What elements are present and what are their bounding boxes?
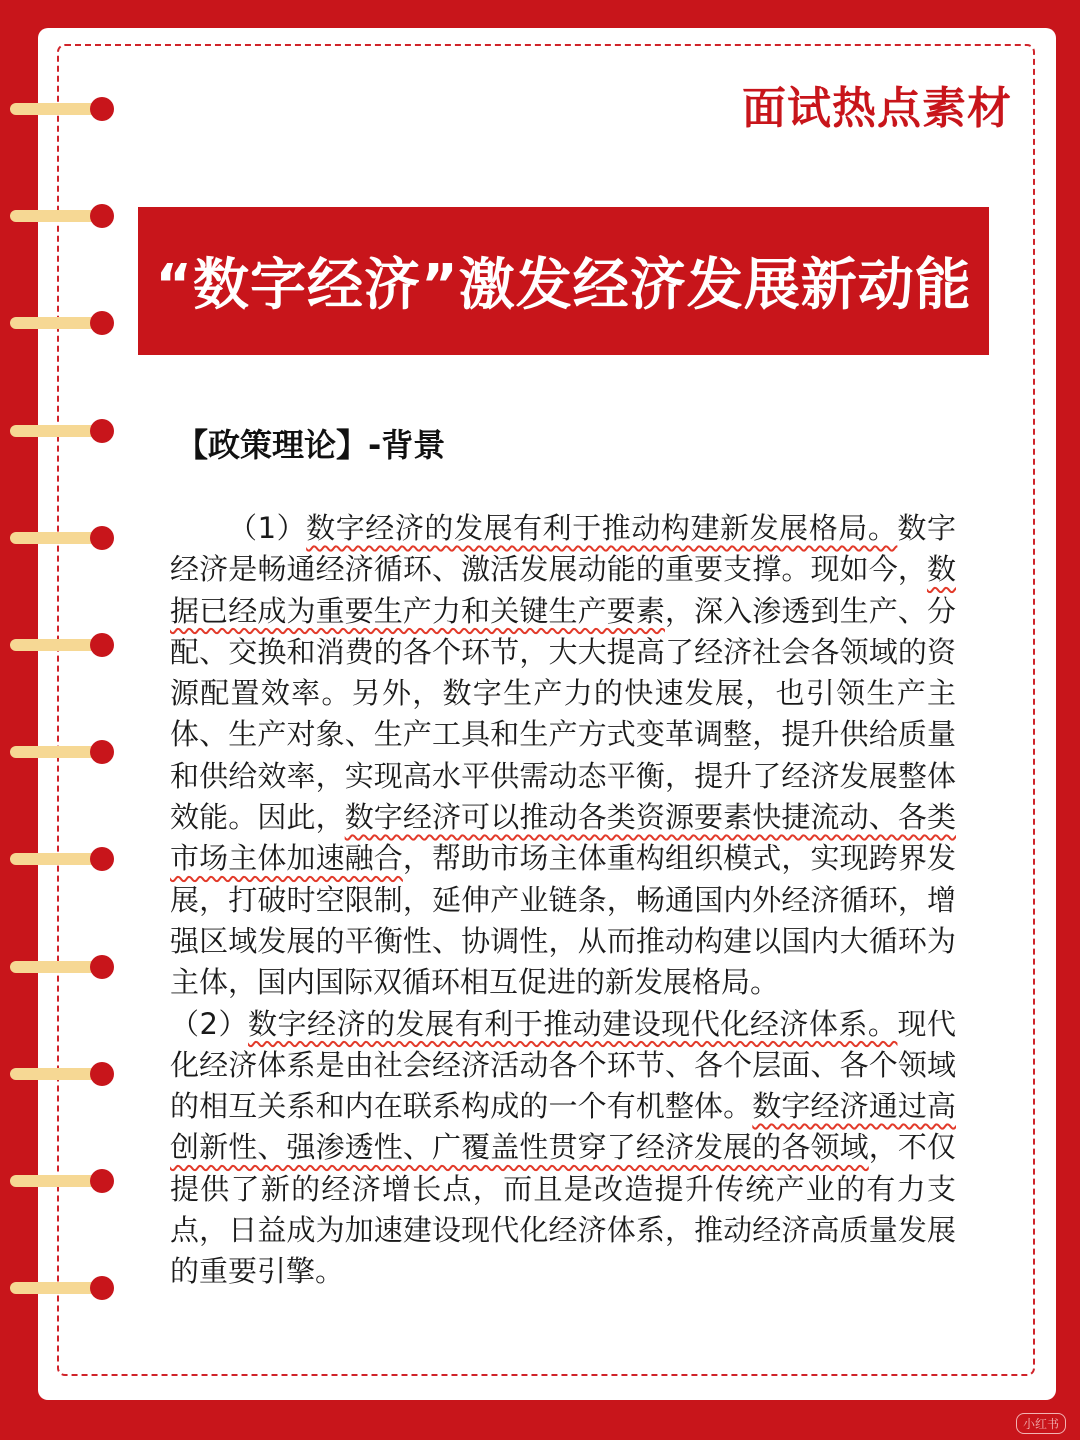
paragraph-text: 数字经济是畅通经济循环、激活发展动能的重要支撑。现如今， [170,511,956,587]
paragraph-2 [170,1004,956,1293]
binder-ring [10,952,114,982]
binder-ring [10,416,114,446]
highlighted-text: 数字经济可以推动各类资源要素快捷流动、各类市场主体加速融合 [170,800,956,876]
binder-ring [10,201,114,231]
highlighted-text: 数字经济的发展有利于推动建设现代化经济体系。 [248,1006,898,1041]
binder-ring [10,308,114,338]
highlighted-text: 数据已经成为重要生产力和关键生产要素 [170,552,956,628]
binder-ring [10,1059,114,1089]
binder-ring [10,844,114,874]
binder-ring [10,94,114,124]
paragraph-1 [170,508,956,1004]
paragraph-text: ，深入渗透到生产、分配、交换和消费的各个环节，大大提高了经济社会各领域的资源配置效率。另外，数字生产力的快速发展，也引领生产主体、生产对象、生产工具和生产方式变革调整，提升供给质量和供给效率，实现高水平供需动态平衡，提升了经济发展整体效能。因此， [170,593,956,835]
binder-ring [10,523,114,553]
page-title: “数字经济”激发经济发展新动能 [155,253,972,318]
highlighted-text: 数字经济的发展有利于推动构建新发展格局。 [306,511,898,545]
binder-ring [10,1166,114,1196]
binder-ring [10,1273,114,1303]
corner-label: 面试热点素材 [742,83,1012,134]
article-body [170,508,956,1293]
watermark-logo: 小红书 [1016,1413,1066,1434]
paragraph-text: ，不仅提供了新的经济增长点，而且是改造提升传统产业的有力支点，日益成为加速建设现代化经济体系，推动经济高质量发展的重要引擎。 [170,1130,956,1289]
title-banner [138,207,989,355]
highlighted-text: 数字经济通过高创新性、强渗透性、广覆盖性贯穿了经济发展的各领域 [170,1089,956,1165]
paragraph-text: （2） [170,1006,249,1041]
binder-ring [10,737,114,767]
paragraph-text: ，帮助市场主体重构组织模式，实现跨界发展，打破时空限制，延伸产业链条，畅通国内外经济循环，增强区域发展的平衡性、协调性，从而推动构建以国内大循环为主体，国内国际双循环相互促进的新发展格局。 [170,841,956,1000]
paragraph-text: 现代化经济体系是由社会经济活动各个环节、各个层面、各个领域的相互关系和内在联系构成的一个有机整体。 [170,1006,956,1124]
section-heading: 【政策理论】-背景 [176,426,446,464]
paragraph-text: （1） [228,511,307,545]
binder-ring [10,630,114,660]
